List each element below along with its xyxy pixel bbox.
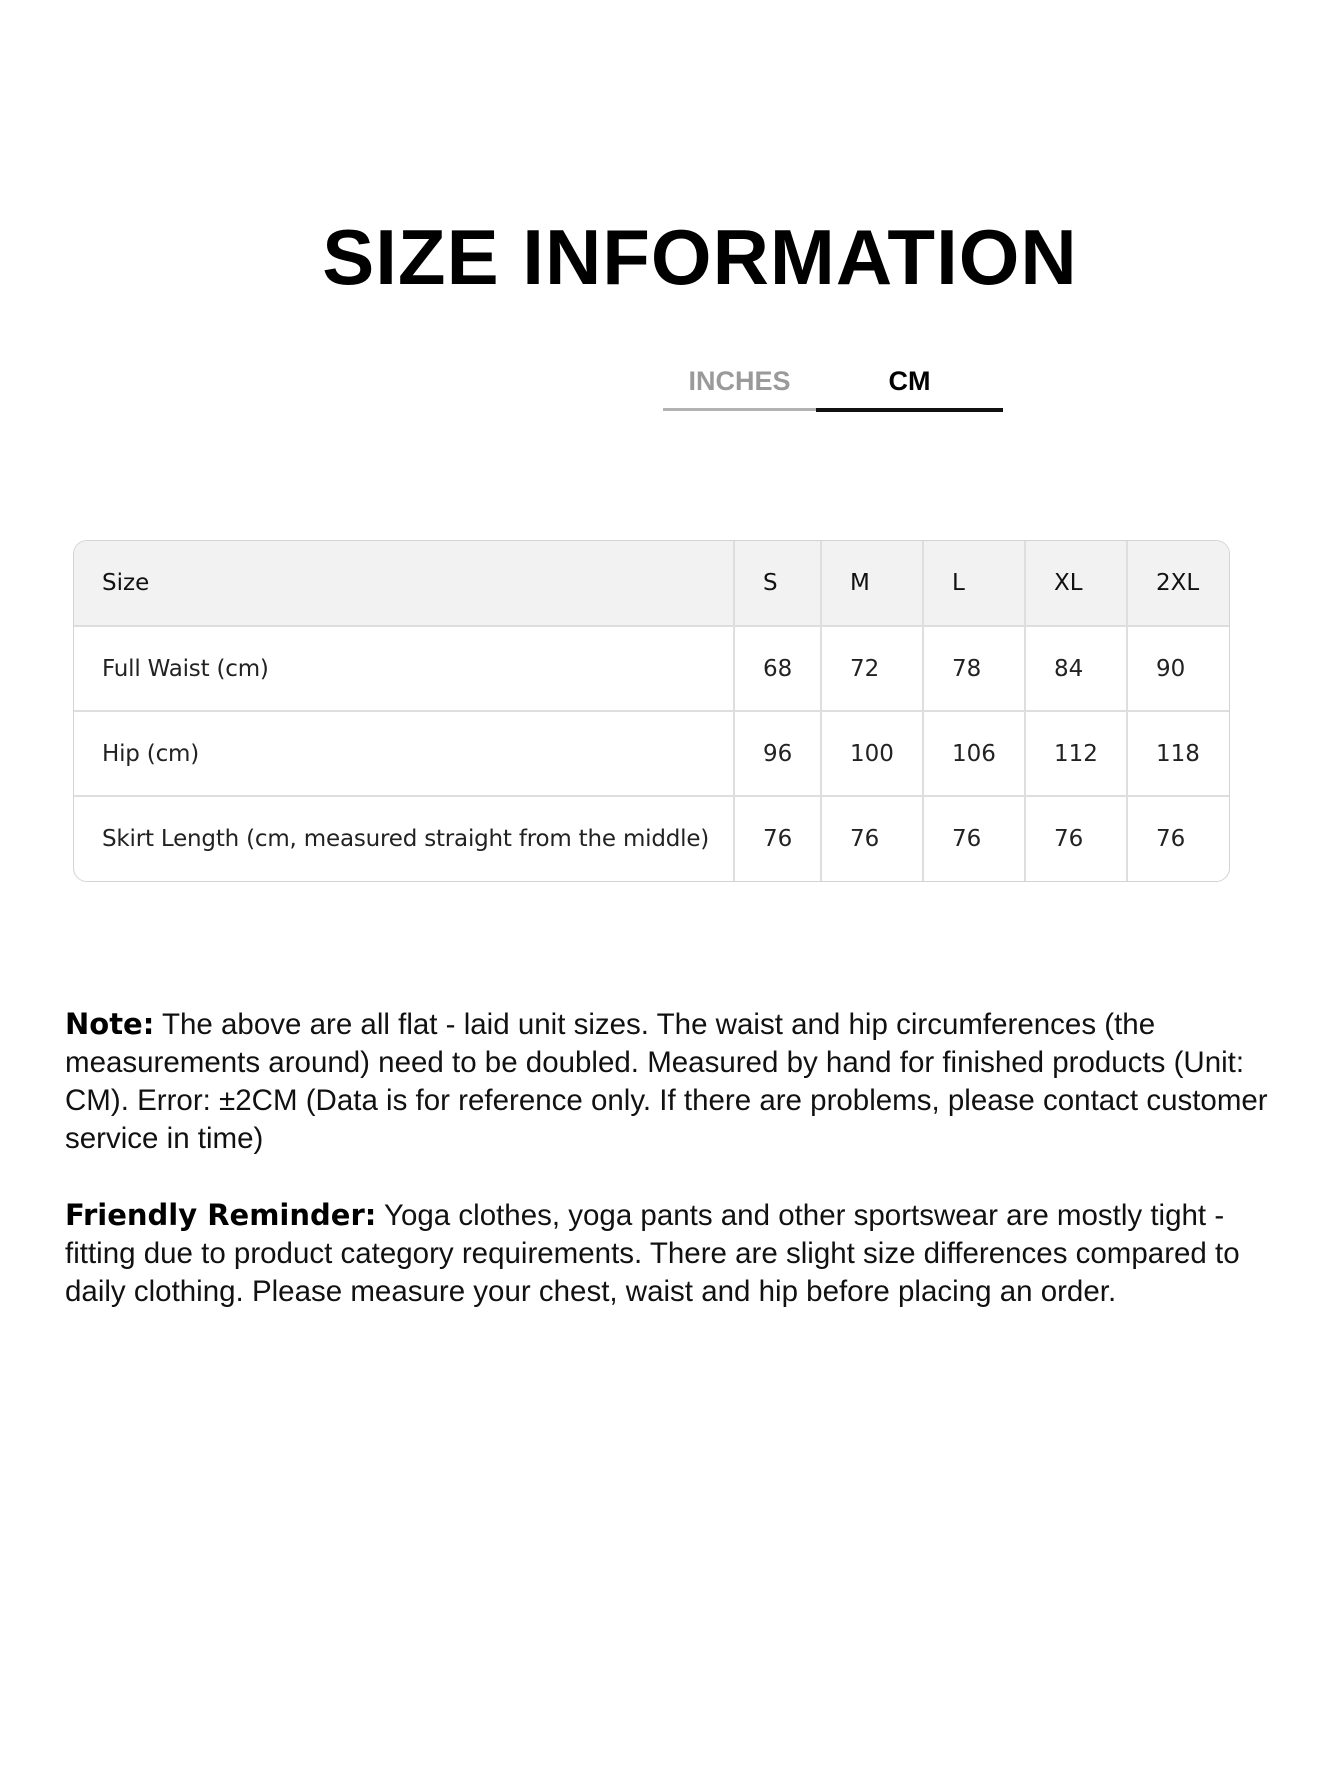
table-cell: 106 <box>923 711 1025 796</box>
reminder-text: Yoga clothes, yoga pants and other sportswear are mostly tight - fitting due to product category requirements. There are slight size differences compared to daily clothing. Please measure your chest, waist and hip before placing an order. <box>65 1199 1240 1308</box>
table-cell: 76 <box>1156 826 1186 852</box>
table-cell: 84 <box>1025 626 1127 711</box>
header-cell-size: Size <box>74 541 734 626</box>
row-label-full-waist: Full Waist (cm) <box>74 626 734 711</box>
table-row <box>74 626 1230 711</box>
header-cell-l: L <box>923 541 1025 626</box>
note-paragraph <box>65 1005 1280 1158</box>
table-cell: 90 <box>1127 626 1230 711</box>
header-cell-s: S <box>734 541 821 626</box>
table-cell: 76 <box>734 796 821 881</box>
table-cell: 96 <box>734 711 821 796</box>
header-cell-2xl: 2XL <box>1127 541 1230 626</box>
table-cell: 76 <box>923 796 1025 881</box>
tab-inches[interactable]: INCHES <box>663 355 816 411</box>
note-text: The above are all flat - laid unit sizes. The waist and hip circumferences (the measurements around) need to be doubled. Measured by hand for finished products (Unit: CM). Error: ±2CM (Data is for reference only. If there are problems, please contact customer service in time) <box>65 1008 1268 1155</box>
size-table <box>74 541 1230 881</box>
table-cell: 118 <box>1127 711 1230 796</box>
unit-tabs <box>663 355 1003 411</box>
row-label-hip: Hip (cm) <box>74 711 734 796</box>
table-cell: 68 <box>734 626 821 711</box>
page-title: SIZE INFORMATION <box>322 213 1078 301</box>
table-cell: 78 <box>923 626 1025 711</box>
table-cell: 76 <box>1025 796 1127 881</box>
header-cell-m: M <box>821 541 923 626</box>
table-header-row <box>74 541 1230 626</box>
table-cell: 112 <box>1025 711 1127 796</box>
reminder-paragraph <box>65 1196 1280 1311</box>
tab-cm[interactable]: CM <box>816 355 1003 412</box>
notes-section <box>65 1005 1280 1349</box>
table-row <box>74 711 1230 796</box>
reminder-lead: Friendly Reminder: <box>65 1198 377 1232</box>
table-row <box>74 796 1230 881</box>
row-label-skirt-length: Skirt Length (cm, measured straight from the middle) <box>74 796 734 881</box>
note-lead: Note: <box>65 1007 155 1041</box>
header-cell-xl: XL <box>1025 541 1127 626</box>
table-cell: 72 <box>821 626 923 711</box>
table-cell: 76 <box>821 796 923 881</box>
size-table-container <box>73 540 1230 882</box>
table-cell: 100 <box>821 711 923 796</box>
